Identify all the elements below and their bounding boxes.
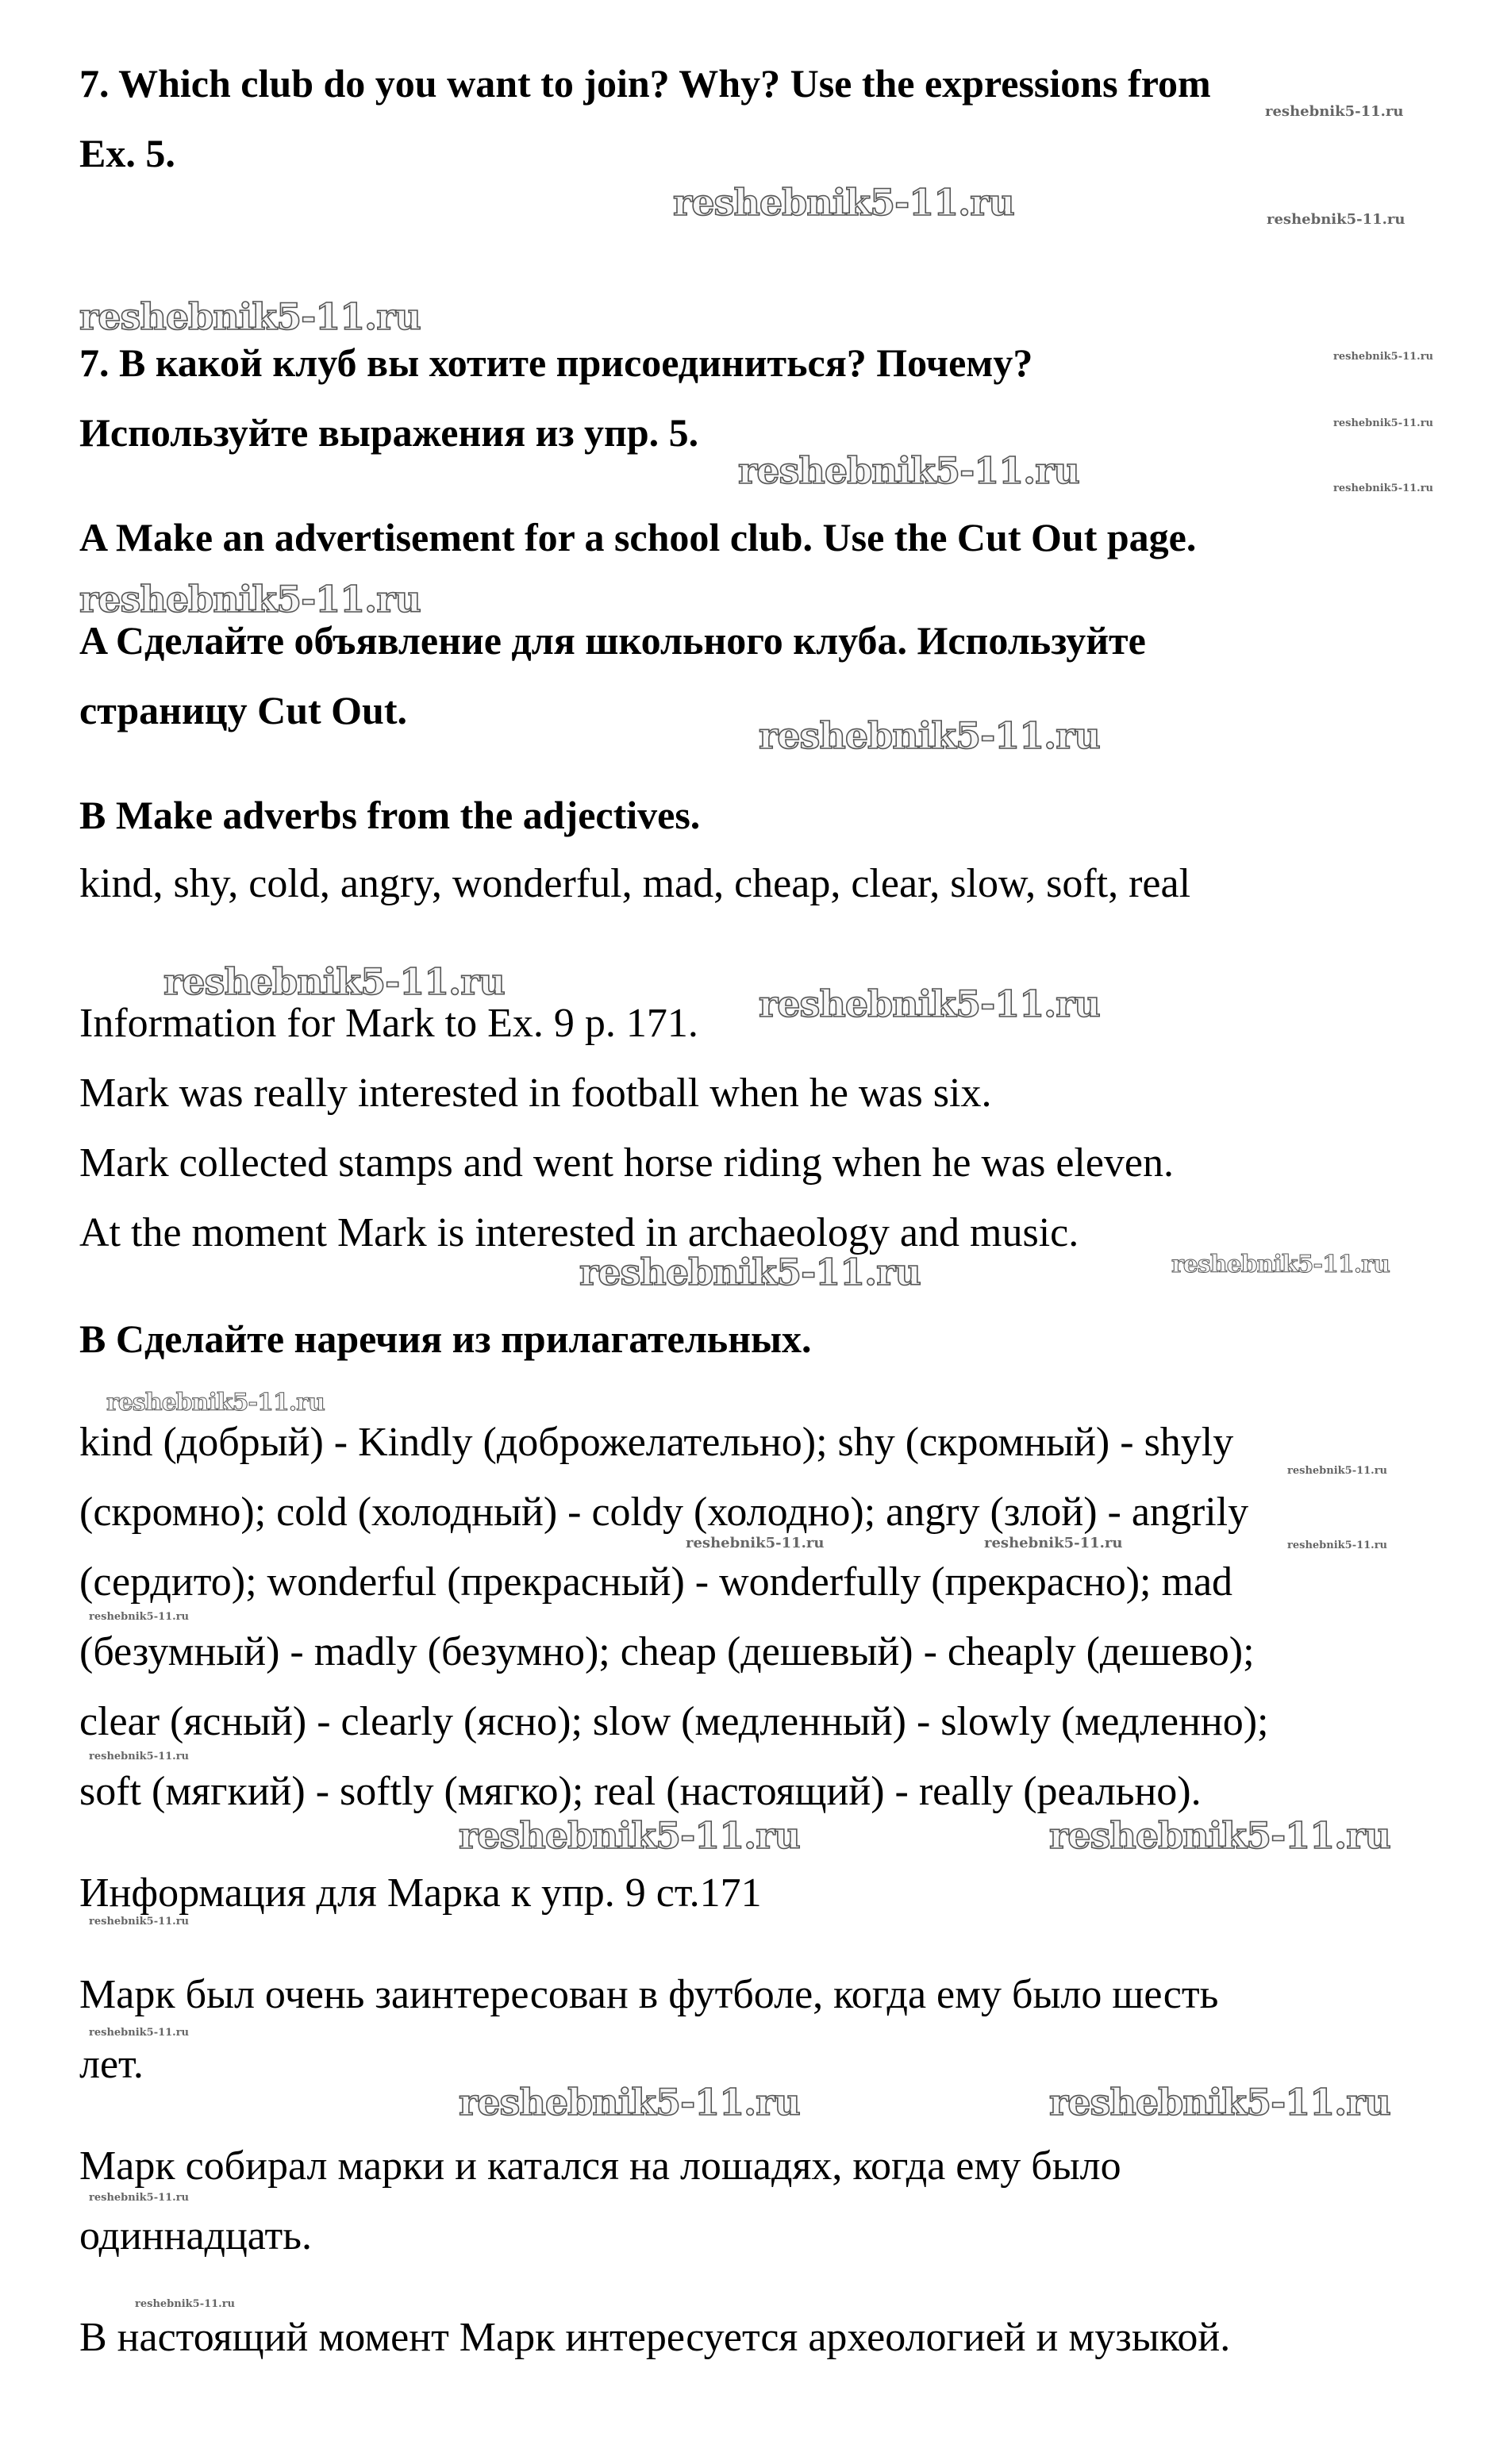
- adverbs-answer-line4: (безумный) - madly (безумно); cheap (дешевый) - cheaply (дешево);: [79, 1629, 1255, 1674]
- watermark: reshebnik5-11.ru: [135, 2298, 236, 2310]
- watermark: reshebnik5-11.ru: [106, 1389, 325, 1417]
- watermark: reshebnik5-11.ru: [1049, 1814, 1390, 1857]
- watermark: reshebnik5-11.ru: [79, 295, 421, 338]
- watermark: reshebnik5-11.ru: [459, 1814, 800, 1857]
- watermark: reshebnik5-11.ru: [163, 960, 505, 1003]
- task-a-en: A Make an advertisement for a school club. Use the Cut Out page.: [79, 515, 1197, 559]
- watermark: reshebnik5-11.ru: [759, 714, 1100, 757]
- adverbs-answer-line3: (сердито); wonderful (прекрасный) - wonderfully (прекрасно); mad: [79, 1559, 1233, 1605]
- watermark: reshebnik5-11.ru: [1267, 211, 1405, 228]
- exercise-7-question-ru-line2: Используйте выражения из упр. 5.: [79, 410, 699, 455]
- watermark: reshebnik5-11.ru: [89, 1611, 190, 1623]
- mark-info-heading: Information for Mark to Ex. 9 p. 171.: [79, 1001, 698, 1046]
- watermark: reshebnik5-11.ru: [1333, 417, 1434, 429]
- task-a-ru-line2: страницу Cut Out.: [79, 688, 408, 732]
- watermark: reshebnik5-11.ru: [579, 1251, 921, 1294]
- watermark: reshebnik5-11.ru: [1287, 1465, 1388, 1477]
- watermark: reshebnik5-11.ru: [984, 1535, 1123, 1551]
- mark-info-ru-heading: Информация для Марка к упр. 9 ст.171: [79, 1870, 762, 1916]
- task-b-en: B Make adverbs from the adjectives.: [79, 793, 701, 837]
- mark-info-ru-football-line1: Марк был очень заинтересован в футболе, когда ему было шесть: [79, 1972, 1219, 2017]
- adverbs-answer-line1: kind (добрый) - Kindly (доброжелательно); shy (скромный) - shyly: [79, 1420, 1234, 1465]
- adverbs-answer-line5: clear (ясный) - clearly (ясно); slow (медленный) - slowly (медленно);: [79, 1699, 1269, 1744]
- watermark: reshebnik5-11.ru: [1171, 1251, 1390, 1278]
- exercise-7-question-en-line2: Ex. 5.: [79, 131, 175, 175]
- watermark: reshebnik5-11.ru: [1333, 482, 1434, 494]
- exercise-7-question-ru-line1: 7. В какой клуб вы хотите присоединиться? Почему?: [79, 340, 1033, 385]
- watermark: reshebnik5-11.ru: [738, 449, 1079, 492]
- mark-info-stamps: Mark collected stamps and went horse riding when he was eleven.: [79, 1140, 1175, 1186]
- watermark: reshebnik5-11.ru: [1049, 2081, 1390, 2124]
- watermark: reshebnik5-11.ru: [1287, 1540, 1388, 1551]
- watermark: reshebnik5-11.ru: [673, 181, 1014, 224]
- adverbs-answer-line2: (скромно); cold (холодный) - coldy (холодно); angry (злой) - angrily: [79, 1490, 1249, 1535]
- mark-info-ru-stamps-line1: Марк собирал марки и катался на лошадях, когда ему было: [79, 2143, 1121, 2189]
- watermark: reshebnik5-11.ru: [459, 2081, 800, 2124]
- watermark: reshebnik5-11.ru: [89, 1916, 190, 1928]
- watermark: reshebnik5-11.ru: [686, 1535, 825, 1551]
- watermark: reshebnik5-11.ru: [1333, 351, 1434, 363]
- mark-info-ru-stamps-line2: одиннадцать.: [79, 2213, 312, 2258]
- mark-info-now: At the moment Mark is interested in archaeology and music.: [79, 1210, 1079, 1255]
- task-b-ru: B Сделайте наречия из прилагательных.: [79, 1317, 812, 1361]
- watermark: reshebnik5-11.ru: [89, 2192, 190, 2204]
- task-a-ru-line1: A Сделайте объявление для школьного клуба. Используйте: [79, 618, 1146, 663]
- watermark: reshebnik5-11.ru: [89, 1751, 190, 1762]
- watermark: reshebnik5-11.ru: [79, 578, 421, 621]
- exercise-7-question-en-line1: 7. Which club do you want to join? Why? Use the expressions from: [79, 61, 1211, 106]
- mark-info-ru-football-line2: лет.: [79, 2042, 144, 2087]
- watermark: reshebnik5-11.ru: [1265, 103, 1404, 120]
- watermark: reshebnik5-11.ru: [759, 982, 1100, 1025]
- watermark: reshebnik5-11.ru: [89, 2027, 190, 2039]
- mark-info-ru-now: В настоящий момент Марк интересуется археологией и музыкой.: [79, 2315, 1231, 2360]
- mark-info-football: Mark was really interested in football when he was six.: [79, 1071, 992, 1116]
- adverbs-answer-line6: soft (мягкий) - softly (мягко); real (настоящий) - really (реально).: [79, 1769, 1202, 1814]
- adjectives-list: kind, shy, cold, angry, wonderful, mad, cheap, clear, slow, soft, real: [79, 861, 1191, 906]
